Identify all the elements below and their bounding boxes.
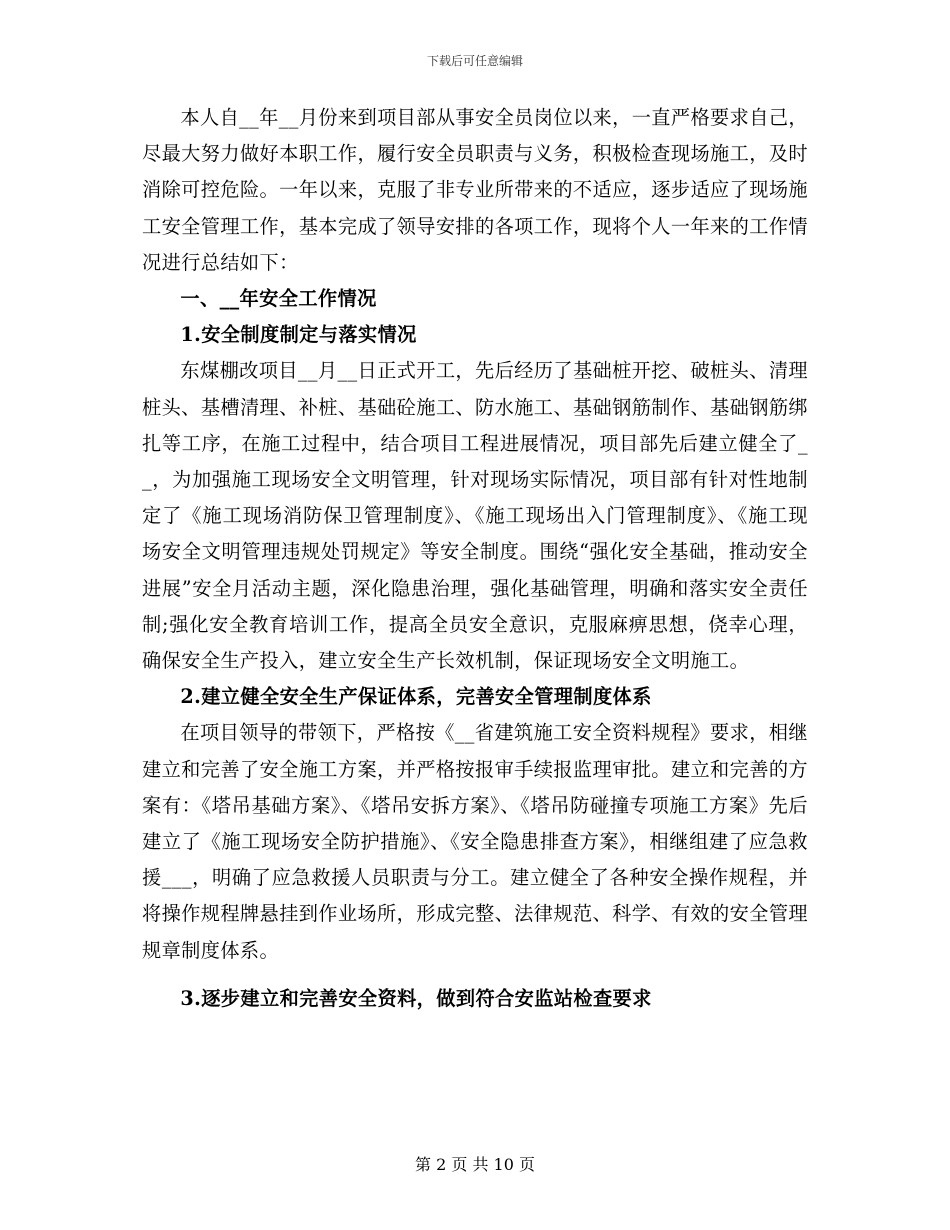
document-body: [142, 100, 808, 1017]
page-header: 下载后可任意编辑: [426, 54, 523, 68]
subsection-heading-2: 2.建立健全安全生产保证体系，完善安全管理制度体系: [180, 685, 652, 709]
section-heading-1: 一、__年安全工作情况: [180, 287, 377, 311]
subsection-heading-1: 1.安全制度制定与落实情况: [180, 323, 417, 347]
page-number-footer: 第 2 页 共 10 页: [415, 1155, 535, 1174]
paragraph-safety-system: 在项目领导的带领下，严格按《__省建筑施工安全资料规程》要求，相继建立和完善了安全施工方案，并严格按报审手续报监理审批。建立和完善的方案有：《塔吊基础方案》、《塔吊安拆方案》、《塔吊防碰撞专项施工方案》先后建立了《施工现场安全防护措施》、《安全隐患排查方案》，相继组建了应急救援___，明确了应急救援人员职责与分工。建立健全了各种安全操作规程，并将操作规程牌悬挂到作业场所，形成完整、法律规范、科学、有效的安全管理规章制度体系。: [142, 721, 808, 962]
paragraph-safety-rules: 东煤棚改项目__月__日正式开工，先后经历了基础桩开挖、破桩头、清理桩头、基槽清理、补桩、基础砼施工、防水施工、基础钢筋制作、基础钢筋绑扎等工序，在施工过程中，结合项目工程进展情况，项目部先后建立健全了__，为加强施工现场安全文明管理，针对现场实际情况，项目部有针对性地制定了《施工现场消防保卫管理制度》、《施工现场出入门管理制度》、《施工现场安全文明管理违规处罚规定》等安全制度。围绕“强化安全基础，推动安全进展”安全月活动主题，深化隐患治理，强化基础管理，明确和落实安全责任制;强化安全教育培训工作，提高全员安全意识，克服麻痹思想，侥幸心理，确保安全生产投入，建立安全生产长效机制，保证现场安全文明施工。: [142, 359, 808, 673]
subsection-heading-3: 3.逐步建立和完善安全资料，做到符合安监站检查要求: [180, 986, 652, 1010]
intro-paragraph: 本人自__年__月份来到项目部从事安全员岗位以来，一直严格要求自己，尽最大努力做好本职工作，履行安全员职责与义务，积极检查现场施工，及时消除可控危险。一年以来，克服了非专业所带来的不适应，逐步适应了现场施工安全管理工作，基本完成了领导安排的各项工作，现将个人一年来的工作情况进行总结如下：: [142, 106, 808, 274]
